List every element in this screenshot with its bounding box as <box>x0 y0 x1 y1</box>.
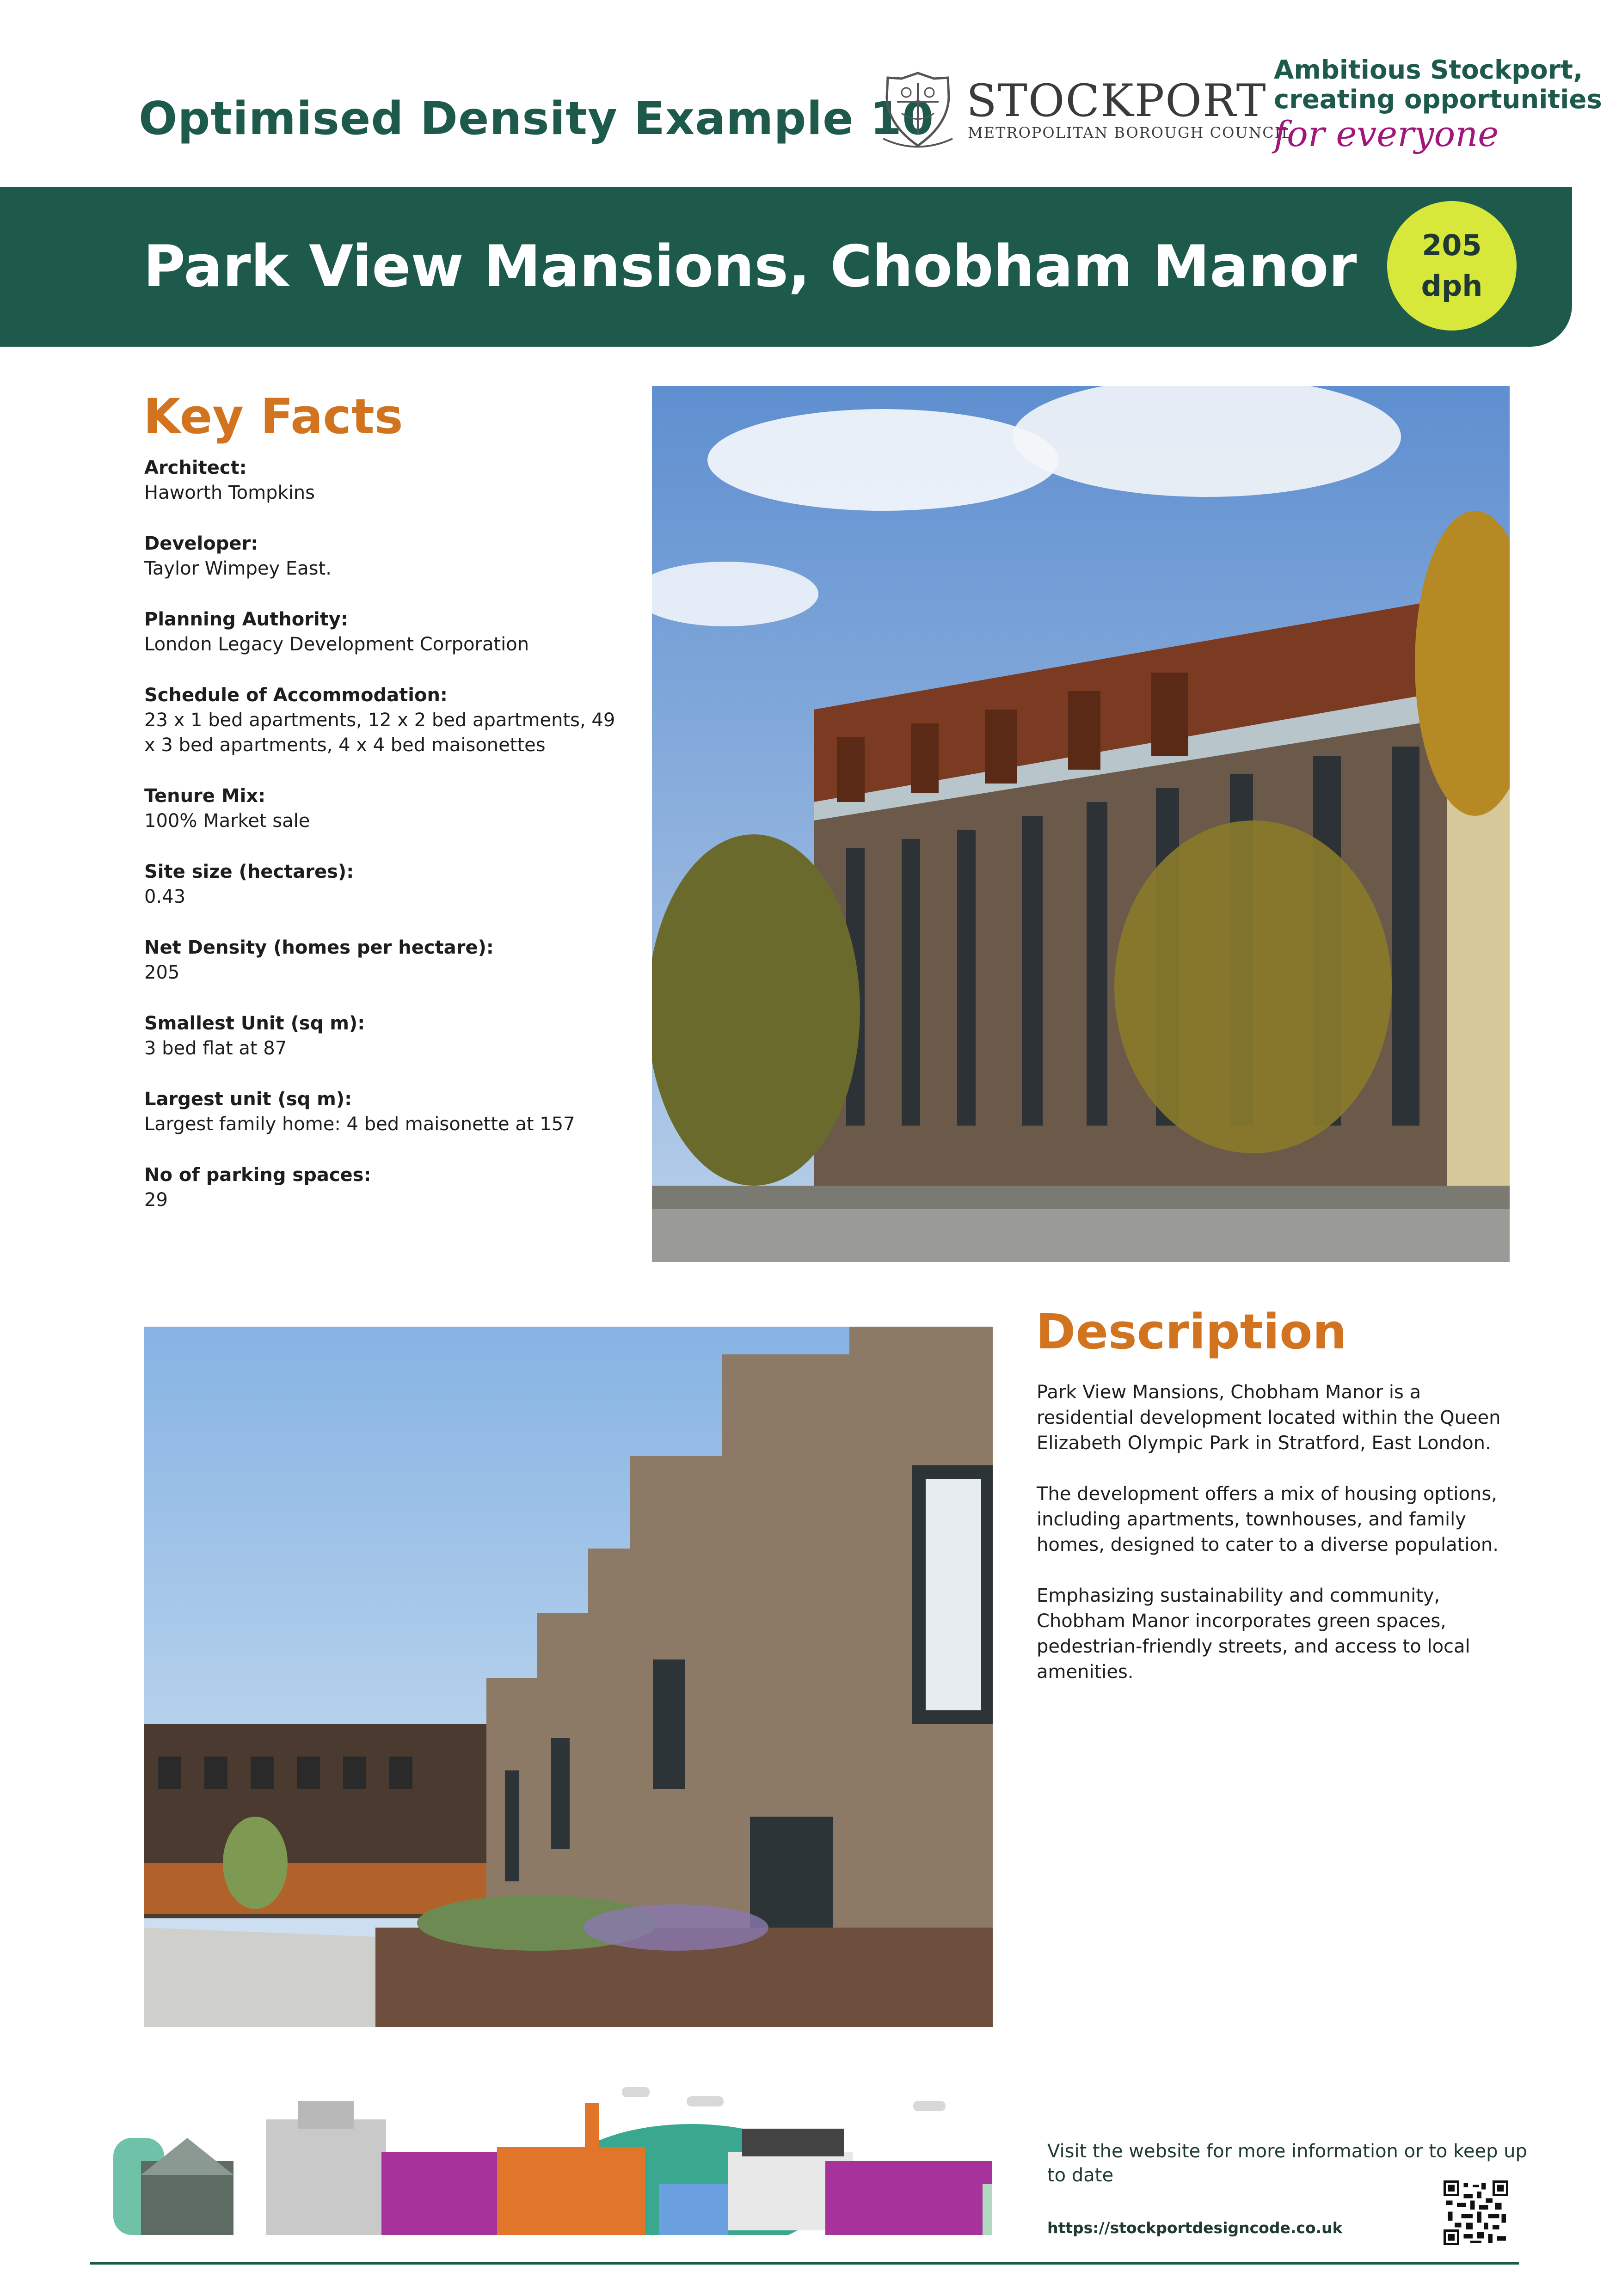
description-paragraph: Emphasizing sustainability and community, Chobham Manor incorporates green spaces, pedestrian-friendly streets, and access to local amenities. <box>1037 1585 1470 1683</box>
stockport-skyline-illustration <box>113 2082 992 2235</box>
fact-net-density <box>144 935 630 985</box>
fact-schedule-of-accommodation <box>144 683 630 758</box>
fact-label: Largest unit (sq m): <box>144 1089 352 1110</box>
fact-label: Smallest Unit (sq m): <box>144 1013 365 1034</box>
footer-call-to-action: Visit the website for more information or to keep up to date <box>1047 2141 1527 2186</box>
fact-developer <box>144 531 630 581</box>
title-banner <box>0 187 1572 347</box>
slogan-line-3: for everyone <box>1274 113 1499 154</box>
fact-label: No of parking spaces: <box>144 1164 371 1186</box>
fact-planning-authority <box>144 607 630 657</box>
council-logo <box>879 69 1292 153</box>
fact-largest-unit <box>144 1087 630 1137</box>
fact-label: Planning Authority: <box>144 609 348 630</box>
fact-parking-spaces <box>144 1163 630 1212</box>
fact-value: 0.43 <box>144 886 186 907</box>
fact-value: 205 <box>144 962 180 983</box>
description-heading: Description <box>1036 1304 1347 1360</box>
fact-tenure-mix <box>144 784 630 833</box>
fact-smallest-unit <box>144 1011 630 1061</box>
page-title: Park View Mansions, Chobham Manor <box>143 233 1357 300</box>
building-photo-townhouses <box>144 1327 993 2027</box>
fact-value: 3 bed flat at 87 <box>144 1038 287 1059</box>
qr-code-icon[interactable] <box>1444 2180 1508 2245</box>
slogan <box>1274 55 1602 154</box>
description-paragraph: Park View Mansions, Chobham Manor is a residential development located within the Queen Elizabeth Olympic Park in Stratford, East London. <box>1037 1382 1501 1454</box>
fact-value: London Legacy Development Corporation <box>144 634 529 655</box>
slogan-line-2: creating opportunities <box>1274 85 1602 115</box>
fact-architect <box>144 455 630 505</box>
fact-value: Largest family home: 4 bed maisonette at 157 <box>144 1114 575 1135</box>
fact-label: Tenure Mix: <box>144 785 266 807</box>
council-name: STOCKPORT <box>966 75 1267 127</box>
council-crest-icon <box>879 69 957 150</box>
building-photo-exterior <box>652 386 1510 1262</box>
density-badge <box>1387 201 1517 331</box>
density-value: 205 <box>1422 228 1482 262</box>
fact-value: 100% Market sale <box>144 810 310 832</box>
description-body <box>1037 1380 1522 1710</box>
fact-site-size <box>144 859 630 909</box>
fact-label: Site size (hectares): <box>144 861 354 882</box>
council-subtitle: METROPOLITAN BOROUGH COUNCIL <box>968 124 1292 141</box>
density-unit: dph <box>1421 269 1483 303</box>
description-paragraph: The development offers a mix of housing options, including apartments, townhouses, and family homes, designed to cater to a diverse population. <box>1037 1483 1499 1555</box>
fact-label: Net Density (homes per hectare): <box>144 937 494 958</box>
fact-value: 29 <box>144 1189 168 1211</box>
fact-label: Architect: <box>144 457 247 478</box>
fact-value: Haworth Tompkins <box>144 482 315 503</box>
footer-divider <box>90 2262 1519 2265</box>
fact-value: Taylor Wimpey East. <box>144 558 332 579</box>
website-link[interactable]: https://stockportdesigncode.co.uk <box>1047 2219 1343 2237</box>
key-facts-heading: Key Facts <box>143 388 403 445</box>
key-facts-list <box>144 455 630 1238</box>
slogan-line-1: Ambitious Stockport, <box>1274 55 1583 85</box>
fact-label: Schedule of Accommodation: <box>144 685 448 706</box>
example-title: Optimised Density Example 10 <box>139 92 934 145</box>
fact-value: 23 x 1 bed apartments, 12 x 2 bed apartments, 49 x 3 bed apartments, 4 x 4 bed maisonettes <box>144 710 615 756</box>
fact-label: Developer: <box>144 533 258 554</box>
